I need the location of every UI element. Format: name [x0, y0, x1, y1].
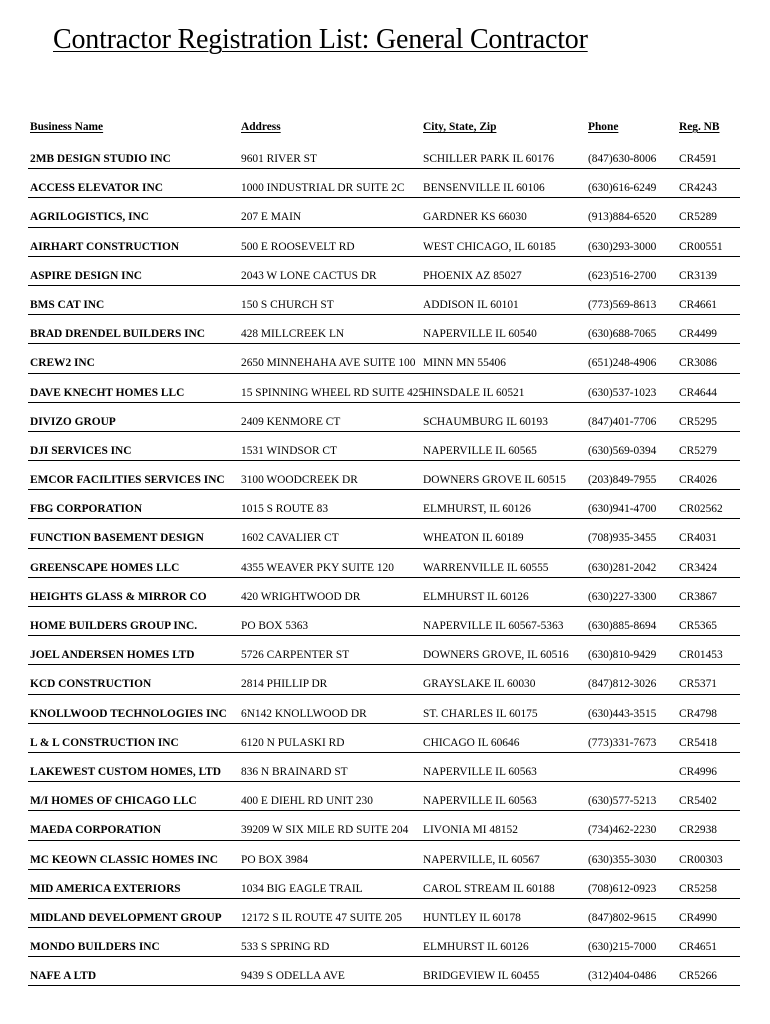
cell-address: 2409 KENMORE CT: [241, 415, 341, 428]
table-row: [28, 374, 740, 403]
cell-phone: (630)616-6249: [588, 182, 657, 195]
cell-phone: (630)577-5213: [588, 795, 657, 808]
cell-reg-nb: CR4243: [679, 182, 717, 195]
cell-city-state-zip: PHOENIX AZ 85027: [423, 269, 522, 282]
column-header-city-state-zip: City, State, Zip: [423, 121, 497, 133]
cell-phone: (913)884-6520: [588, 211, 657, 224]
cell-business-name: LAKEWEST CUSTOM HOMES, LTD: [30, 765, 221, 778]
cell-address: 1034 BIG EAGLE TRAIL: [241, 882, 363, 895]
cell-reg-nb: CR5418: [679, 736, 717, 749]
cell-phone: (847)401-7706: [588, 415, 657, 428]
cell-business-name: JOEL ANDERSEN HOMES LTD: [30, 649, 195, 662]
cell-address: 12172 S IL ROUTE 47 SUITE 205: [241, 911, 402, 924]
cell-business-name: HOME BUILDERS GROUP INC.: [30, 620, 198, 632]
table-row: [28, 490, 740, 519]
cell-phone: (734)462-2230: [588, 824, 657, 837]
cell-city-state-zip: BENSENVILLE IL 60106: [423, 182, 545, 195]
cell-business-name: ACCESS ELEVATOR INC: [30, 182, 163, 195]
cell-phone: (630)443-3515: [588, 707, 657, 720]
cell-address: 15 SPINNING WHEEL RD SUITE 425: [241, 386, 425, 399]
cell-phone: (630)215-7000: [588, 941, 657, 954]
cell-address: 39209 W SIX MILE RD SUITE 204: [241, 824, 409, 837]
cell-address: 1015 S ROUTE 83: [241, 503, 329, 516]
table-row: [28, 403, 740, 432]
cell-phone: (708)612-0923: [588, 882, 657, 895]
cell-business-name: 2MB DESIGN STUDIO INC: [30, 153, 171, 165]
cell-address: 533 S SPRING RD: [241, 941, 330, 954]
cell-city-state-zip: ELMHURST, IL 60126: [423, 503, 531, 516]
cell-phone: (847)812-3026: [588, 678, 657, 691]
cell-business-name: MID AMERICA EXTERIORS: [30, 882, 181, 895]
cell-reg-nb: CR00551: [679, 240, 723, 253]
table-row: [28, 257, 740, 286]
cell-address: 9439 S ODELLA AVE: [241, 970, 345, 983]
cell-city-state-zip: NAPERVILLE, IL 60567: [423, 853, 540, 866]
cell-address: 6N142 KNOLLWOOD DR: [241, 707, 367, 720]
cell-reg-nb: CR5289: [679, 211, 717, 224]
table-row: [28, 549, 740, 578]
cell-phone: (630)355-3030: [588, 853, 657, 866]
page-title: Contractor Registration List: General Contractor: [53, 24, 588, 55]
cell-reg-nb: CR5365: [679, 620, 717, 632]
column-header-reg-nb: Reg. NB: [679, 121, 720, 133]
cell-address: 1531 WINDSOR CT: [241, 444, 337, 457]
cell-city-state-zip: WARRENVILLE IL 60555: [423, 561, 549, 574]
cell-reg-nb: CR5266: [679, 970, 717, 983]
cell-reg-nb: CR5279: [679, 444, 717, 457]
cell-business-name: MAEDA CORPORATION: [30, 824, 162, 837]
table-row: [28, 286, 740, 315]
cell-business-name: CREW2 INC: [30, 357, 95, 370]
cell-business-name: GREENSCAPE HOMES LLC: [30, 561, 180, 574]
table-row: [28, 344, 740, 373]
cell-reg-nb: CR00303: [679, 853, 723, 866]
cell-business-name: DIVIZO GROUP: [30, 415, 116, 428]
cell-business-name: EMCOR FACILITIES SERVICES INC: [30, 474, 225, 487]
cell-city-state-zip: HUNTLEY IL 60178: [423, 911, 521, 924]
cell-city-state-zip: CHICAGO IL 60646: [423, 736, 520, 749]
table-row: [28, 228, 740, 257]
table-row: [28, 578, 740, 607]
cell-city-state-zip: DOWNERS GROVE, IL 60516: [423, 649, 569, 662]
cell-business-name: BRAD DRENDEL BUILDERS INC: [30, 328, 206, 341]
cell-business-name: ASPIRE DESIGN INC: [30, 269, 143, 282]
cell-business-name: FUNCTION BASEMENT DESIGN: [30, 532, 204, 545]
cell-business-name: M/I HOMES OF CHICAGO LLC: [30, 795, 197, 808]
cell-phone: (773)331-7673: [588, 736, 657, 749]
table-row: [28, 607, 740, 636]
cell-business-name: DJI SERVICES INC: [30, 444, 132, 457]
table-row: [28, 928, 740, 957]
table-row: [28, 811, 740, 840]
cell-reg-nb: CR4644: [679, 386, 717, 399]
table-row: [28, 870, 740, 899]
cell-address: 3100 WOODCREEK DR: [241, 474, 358, 487]
cell-phone: (630)688-7065: [588, 328, 657, 341]
cell-address: PO BOX 3984: [241, 853, 309, 866]
cell-reg-nb: CR3867: [679, 590, 717, 603]
table-row: [28, 724, 740, 753]
cell-address: PO BOX 5363: [241, 620, 309, 632]
column-header-phone: Phone: [588, 121, 619, 133]
cell-city-state-zip: NAPERVILLE IL 60567-5363: [423, 620, 564, 632]
cell-business-name: AIRHART CONSTRUCTION: [30, 240, 180, 253]
cell-reg-nb: CR01453: [679, 649, 723, 662]
cell-reg-nb: CR4996: [679, 765, 717, 778]
cell-phone: (651)248-4906: [588, 357, 657, 370]
table-row: [28, 841, 740, 870]
cell-phone: (630)885-8694: [588, 620, 657, 632]
table-row: [28, 461, 740, 490]
cell-city-state-zip: NAPERVILLE IL 60563: [423, 795, 537, 808]
cell-city-state-zip: LIVONIA MI 48152: [423, 824, 518, 837]
cell-address: 400 E DIEHL RD UNIT 230: [241, 795, 373, 808]
cell-address: 5726 CARPENTER ST: [241, 649, 350, 662]
cell-city-state-zip: ELMHURST IL 60126: [423, 941, 529, 954]
table-row: [28, 140, 740, 169]
cell-address: 1000 INDUSTRIAL DR SUITE 2C: [241, 182, 405, 195]
cell-reg-nb: CR5258: [679, 882, 717, 895]
cell-phone: (203)849-7955: [588, 474, 657, 487]
table-row: [28, 899, 740, 928]
cell-reg-nb: CR4798: [679, 707, 717, 720]
cell-city-state-zip: DOWNERS GROVE IL 60515: [423, 474, 566, 487]
table-row: [28, 315, 740, 344]
cell-reg-nb: CR4651: [679, 941, 717, 954]
cell-phone: (630)810-9429: [588, 649, 657, 662]
cell-reg-nb: CR3086: [679, 357, 717, 370]
table-row: [28, 519, 740, 548]
table-row: [28, 169, 740, 198]
column-header-address: Address: [241, 121, 281, 133]
cell-address: 1602 CAVALIER CT: [241, 532, 339, 545]
cell-reg-nb: CR4026: [679, 474, 717, 487]
cell-city-state-zip: MINN MN 55406: [423, 357, 506, 370]
cell-reg-nb: CR4661: [679, 298, 717, 311]
cell-city-state-zip: CAROL STREAM IL 60188: [423, 882, 555, 895]
cell-city-state-zip: ST. CHARLES IL 60175: [423, 707, 538, 720]
table-row: [28, 695, 740, 724]
cell-phone: (312)404-0486: [588, 970, 657, 983]
cell-reg-nb: CR3139: [679, 269, 717, 282]
cell-city-state-zip: NAPERVILLE IL 60540: [423, 328, 537, 341]
cell-reg-nb: CR4990: [679, 911, 717, 924]
cell-business-name: MC KEOWN CLASSIC HOMES INC: [30, 853, 218, 866]
table-body: [28, 140, 740, 986]
table-row: [28, 782, 740, 811]
cell-business-name: FBG CORPORATION: [30, 503, 143, 516]
cell-phone: (630)293-3000: [588, 240, 657, 253]
cell-phone: (708)935-3455: [588, 532, 657, 545]
cell-phone: (630)941-4700: [588, 503, 657, 516]
cell-city-state-zip: GRAYSLAKE IL 60030: [423, 678, 536, 691]
cell-address: 428 MILLCREEK LN: [241, 328, 345, 341]
table-row: [28, 636, 740, 665]
cell-address: 2043 W LONE CACTUS DR: [241, 269, 377, 282]
cell-business-name: MONDO BUILDERS INC: [30, 941, 160, 954]
cell-phone: (847)802-9615: [588, 911, 657, 924]
cell-address: 4355 WEAVER PKY SUITE 120: [241, 561, 394, 574]
cell-address: 2814 PHILLIP DR: [241, 678, 328, 691]
table-row: [28, 198, 740, 227]
cell-reg-nb: CR02562: [679, 503, 723, 516]
table-row: [28, 665, 740, 694]
cell-business-name: L & L CONSTRUCTION INC: [30, 736, 179, 749]
cell-address: 9601 RIVER ST: [241, 153, 317, 165]
cell-phone: (847)630-8006: [588, 153, 657, 165]
cell-phone: (630)537-1023: [588, 386, 657, 399]
cell-reg-nb: CR4591: [679, 153, 717, 165]
table-row: [28, 432, 740, 461]
cell-address: 500 E ROOSEVELT RD: [241, 240, 355, 253]
contractor-table: [28, 118, 740, 986]
table-row: [28, 957, 740, 986]
cell-city-state-zip: WEST CHICAGO, IL 60185: [423, 240, 556, 253]
cell-address: 207 E MAIN: [241, 211, 302, 224]
cell-business-name: NAFE A LTD: [30, 970, 97, 983]
cell-city-state-zip: NAPERVILLE IL 60563: [423, 765, 537, 778]
cell-city-state-zip: GARDNER KS 66030: [423, 211, 527, 224]
cell-reg-nb: CR4499: [679, 328, 717, 341]
cell-reg-nb: CR4031: [679, 532, 717, 545]
cell-business-name: HEIGHTS GLASS & MIRROR CO: [30, 590, 207, 603]
cell-business-name: AGRILOGISTICS, INC: [30, 211, 150, 224]
cell-city-state-zip: WHEATON IL 60189: [423, 532, 524, 545]
cell-phone: (630)569-0394: [588, 444, 657, 457]
table-row: [28, 753, 740, 782]
cell-reg-nb: CR5402: [679, 795, 717, 808]
cell-address: 6120 N PULASKI RD: [241, 736, 345, 749]
cell-business-name: DAVE KNECHT HOMES LLC: [30, 386, 185, 399]
cell-city-state-zip: NAPERVILLE IL 60565: [423, 444, 537, 457]
cell-city-state-zip: BRIDGEVIEW IL 60455: [423, 970, 540, 983]
cell-business-name: KNOLLWOOD TECHNOLOGIES INC: [30, 707, 227, 720]
cell-business-name: KCD CONSTRUCTION: [30, 678, 152, 691]
cell-reg-nb: CR5371: [679, 678, 717, 691]
cell-reg-nb: CR2938: [679, 824, 717, 837]
cell-address: 836 N BRAINARD ST: [241, 765, 348, 778]
cell-business-name: BMS CAT INC: [30, 298, 105, 311]
cell-phone: (630)227-3300: [588, 590, 657, 603]
cell-address: 150 S CHURCH ST: [241, 298, 334, 311]
cell-business-name: MIDLAND DEVELOPMENT GROUP: [30, 911, 222, 924]
table-header: [28, 118, 740, 140]
cell-phone: (773)569-8613: [588, 298, 657, 311]
cell-address: 420 WRIGHTWOOD DR: [241, 590, 361, 603]
column-header-business-name: Business Name: [30, 121, 104, 133]
cell-phone: (630)281-2042: [588, 561, 657, 574]
cell-city-state-zip: ADDISON IL 60101: [423, 298, 519, 311]
cell-reg-nb: CR5295: [679, 415, 717, 428]
cell-reg-nb: CR3424: [679, 561, 717, 574]
cell-city-state-zip: SCHILLER PARK IL 60176: [423, 153, 555, 165]
cell-city-state-zip: HINSDALE IL 60521: [423, 386, 525, 399]
cell-city-state-zip: ELMHURST IL 60126: [423, 590, 529, 603]
cell-phone: (623)516-2700: [588, 269, 657, 282]
cell-city-state-zip: SCHAUMBURG IL 60193: [423, 415, 548, 428]
cell-address: 2650 MINNEHAHA AVE SUITE 100: [241, 357, 416, 370]
